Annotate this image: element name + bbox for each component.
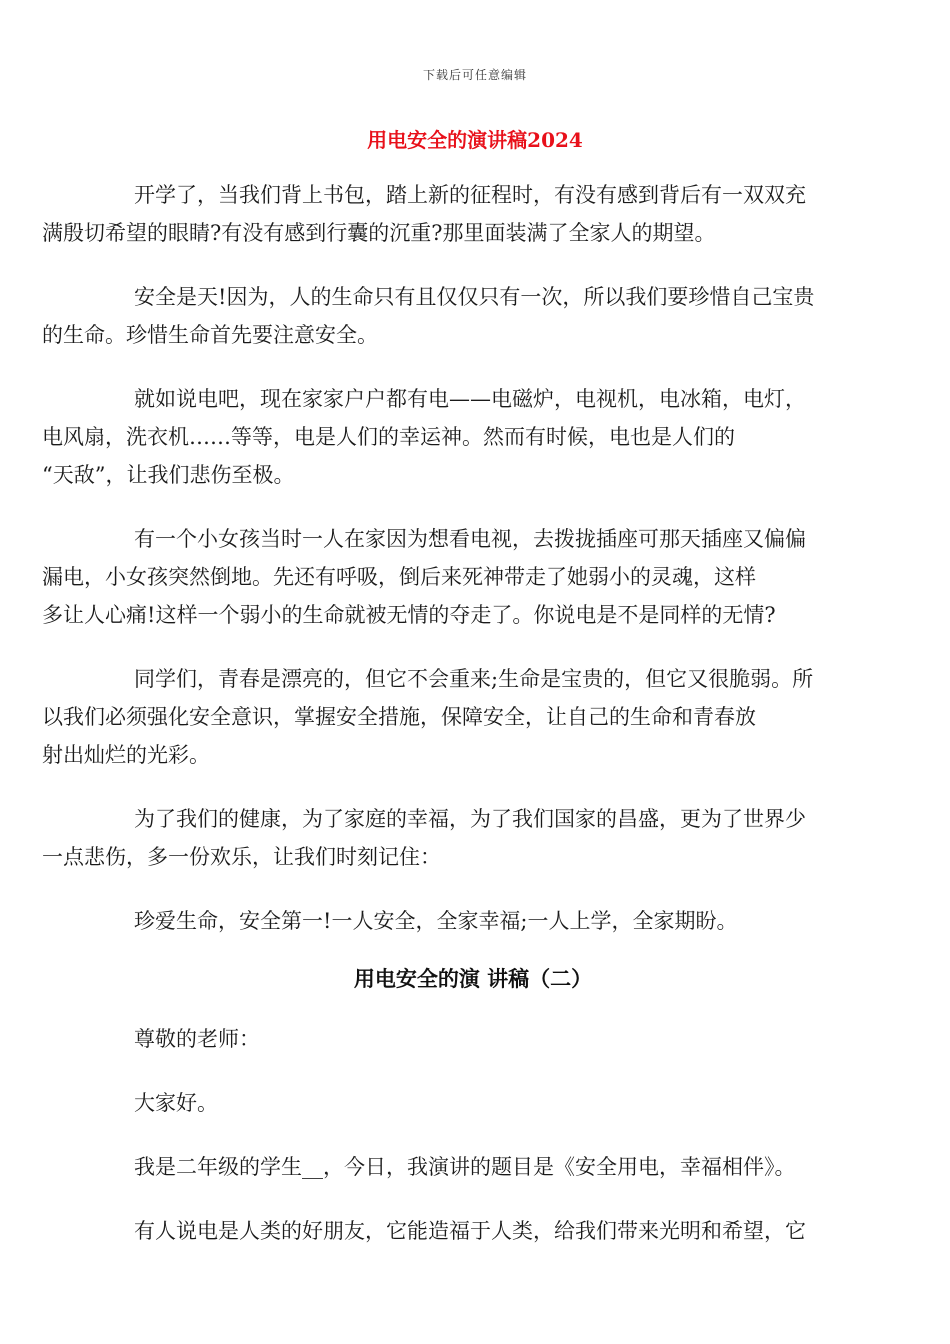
paragraph-5 [42,660,858,774]
paragraph-line: 的生命。珍惜生命首先要注意安全。 [42,323,378,347]
paragraph-line: 尊敬的老师： [134,1027,260,1051]
paragraph-line: “天敌”，让我们悲伤至极。 [42,463,295,487]
paragraph-line: 我是二年级的学生__，今日，我演讲的题目是《安全用电，幸福相伴》。 [134,1155,796,1179]
paragraph-line: 有人说电是人类的好朋友，它能造福于人类，给我们带来光明和希望，它 [134,1219,806,1243]
paragraph-line: 一点悲伤，多一份欢乐，让我们时刻记住： [42,845,441,869]
paragraph-6 [42,800,858,876]
paragraph-line: 为了我们的健康，为了家庭的幸福，为了我们国家的昌盛，更为了世界少 [134,807,806,831]
paragraph-line: 安全是天!因为，人的生命只有且仅仅只有一次，所以我们要珍惜自己宝贵 [134,285,815,309]
document-title: 用电安全的演讲稿2024 [367,128,583,152]
paragraph-line: 同学们，青春是漂亮的，但它不会重来;生命是宝贵的，但它又很脆弱。所 [134,667,814,691]
paragraph-line: 就如说电吧，现在家家户户都有电——电磁炉，电视机，电冰箱，电灯， [134,387,806,411]
paragraph-greeting [88,1020,858,1058]
paragraph-intro [88,1148,858,1186]
paragraph-line: 以我们必须强化安全意识，掌握安全措施，保障安全，让自己的生命和青春放 [42,705,756,729]
paragraph-line: 珍爱生命，安全第一!一人安全，全家幸福;一人上学，全家期盼。 [134,909,738,933]
paragraph-line: 有一个小女孩当时一人在家因为想看电视，去拨拢插座可那天插座又偏偏 [134,527,806,551]
paragraph-1 [42,176,858,252]
paragraph-2 [42,278,858,354]
paragraph-line: 满殷切希望的眼睛?有没有感到行囊的沉重?那里面装满了全家人的期望。 [42,221,716,245]
header-note: 下载后可任意编辑 [422,68,527,82]
paragraph-line: 开学了，当我们背上书包，踏上新的征程时，有没有感到背后有一双双充 [134,183,806,207]
paragraph-3 [42,380,858,494]
document-body [42,176,858,1276]
paragraph-7 [88,902,858,940]
section-subtitle: 用电安全的演 讲稿（二） [353,966,593,991]
paragraph-line: 多让人心痛!这样一个弱小的生命就被无情的夺走了。你说电是不是同样的无情? [42,603,776,627]
paragraph-line: 漏电，小女孩突然倒地。先还有呼吸，倒后来死神带走了她弱小的灵魂，这样 [42,565,756,589]
paragraph-4 [42,520,858,634]
paragraph-hello [88,1084,858,1122]
paragraph-line: 大家好。 [134,1091,218,1115]
paragraph-line: 电风扇，洗衣机……等等，电是人们的幸运神。然而有时候，电也是人们的 [42,425,735,449]
paragraph-body [88,1212,858,1250]
paragraph-line: 射出灿烂的光彩。 [42,743,210,767]
